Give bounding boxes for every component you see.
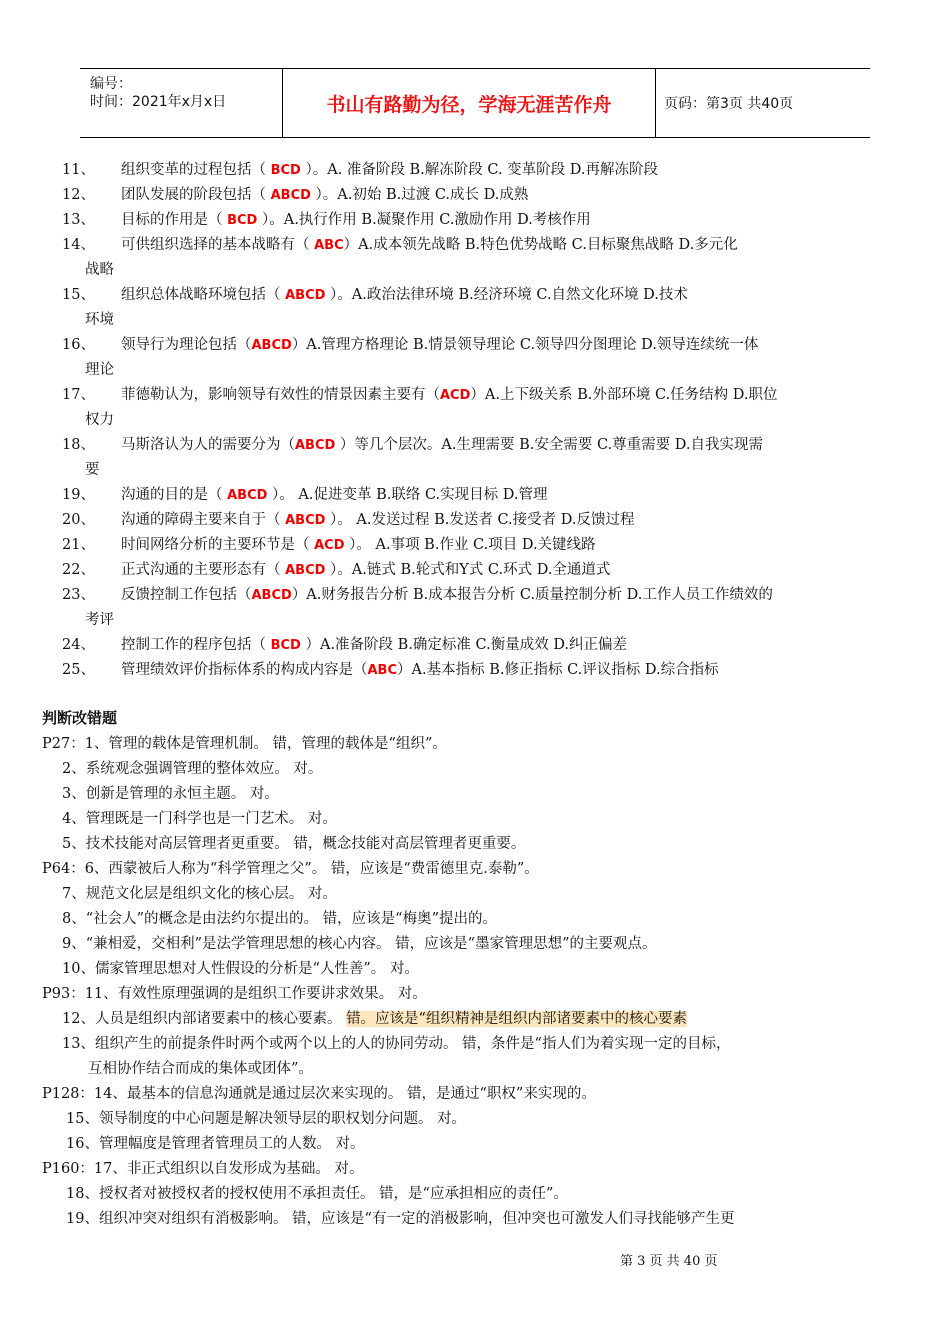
question-continuation: 理论 xyxy=(85,362,114,378)
question-options: ）。 A.促进变革 B.联络 C.实现目标 D.管理 xyxy=(267,487,548,503)
question-text xyxy=(121,183,528,208)
question-options: ）A.成本领先战略 B.特色优势战略 C.目标聚焦战略 D.多元化 xyxy=(343,237,738,253)
judgment-item: 16、管理幅度是管理者管理员工的人数。 对。 xyxy=(66,1136,365,1152)
judgment-item: P93：11、有效性原理强调的是组织工作要讲求效果。 对。 xyxy=(42,986,427,1002)
question-stem: 菲德勒认为，影响领导有效性的情景因素主要有（ xyxy=(121,387,440,403)
answer-key: ABCD xyxy=(227,488,268,503)
question-number: 25、 xyxy=(62,662,95,678)
judgment-item: 4、管理既是一门科学也是一门艺术。 对。 xyxy=(62,811,337,827)
answer-key: ABCD xyxy=(251,588,292,603)
header-time: 时间：2021年x月x日 xyxy=(90,94,227,110)
judgment-item: 5、技术技能对高层管理者更重要。 错，概念技能对高层管理者更重要。 xyxy=(62,836,526,852)
question-stem: 领导行为理论包括（ xyxy=(121,337,252,353)
question-stem: 管理绩效评价指标体系的构成内容是（ xyxy=(121,662,368,678)
header-page-number: 页码：第3页 共40页 xyxy=(664,96,794,112)
answer-key: ABCD xyxy=(270,188,311,203)
judgment-item: 2、系统观念强调管理的整体效应。 对。 xyxy=(62,761,323,777)
judgment-item: 10、儒家管理思想对人性假设的分析是“人性善”。 对。 xyxy=(62,961,419,977)
judgment-item: P64：6、西蒙被后人称为“科学管理之父”。 错，应该是“费雷德里克.泰勒”。 xyxy=(42,861,539,877)
question-text xyxy=(121,233,738,258)
question-text xyxy=(121,383,777,408)
page-footer: 第 3 页 共 40 页 xyxy=(620,1254,718,1269)
question-number: 18、 xyxy=(62,437,95,453)
judgment-item: 15、领导制度的中心问题是解决领导层的职权划分问题。 对。 xyxy=(66,1111,467,1127)
judgment-item: 19、组织冲突对组织有消极影响。 错，应该是“有一定的消极影响，但冲突也可激发人们寻找能够产生更 xyxy=(66,1211,735,1227)
answer-key: ABC xyxy=(367,663,398,678)
question-number: 22、 xyxy=(62,562,95,578)
answer-key: ABCD xyxy=(285,513,326,528)
question-options: ）。A.政治法律环境 B.经济环境 C.自然文化环境 D.技术 xyxy=(325,287,688,303)
question-continuation: 战略 xyxy=(85,262,114,278)
question-stem: 控制工作的程序包括（ xyxy=(121,637,271,653)
question-continuation: 考评 xyxy=(85,612,114,628)
question-number: 17、 xyxy=(62,387,95,403)
question-options: ）。A.初始 B.过渡 C.成长 D.成熟 xyxy=(310,187,529,203)
question-text xyxy=(121,333,758,358)
judgment-statement: 12、人员是组织内部诸要素中的核心要素。 xyxy=(62,1011,347,1027)
question-number: 24、 xyxy=(62,637,95,653)
question-stem: 马斯洛认为人的需要分为（ xyxy=(121,437,295,453)
question-text xyxy=(121,558,610,583)
answer-key: BCD xyxy=(270,638,301,653)
judgment-item: 9、“兼相爱，交相利”是法学管理思想的核心内容。 错，应该是“墨家管理思想”的主要观点。 xyxy=(62,936,657,952)
answer-key: BCD xyxy=(227,213,258,228)
question-number: 14、 xyxy=(62,237,95,253)
question-number: 11、 xyxy=(62,162,95,178)
question-stem: 沟通的目的是（ xyxy=(121,487,228,503)
answer-key: ABCD xyxy=(285,288,326,303)
judgment-item-continued: 互相协作结合而成的集体或团体”。 xyxy=(88,1061,313,1077)
judgment-item: 7、规范文化层是组织文化的核心层。 对。 xyxy=(62,886,337,902)
question-options: ）A.准备阶段 B.确定标准 C.衡量成效 D.纠正偏差 xyxy=(300,637,628,653)
question-text xyxy=(121,483,547,508)
question-options: ）A.管理方格理论 B.情景领导理论 C.领导四分图理论 D.领导连续统一体 xyxy=(291,337,759,353)
question-options: ）。A.链式 B.轮式和Y式 C.环式 D.全通道式 xyxy=(325,562,611,578)
answer-key: ACD xyxy=(314,538,345,553)
judgment-item xyxy=(62,1007,687,1032)
header-number: 编号： xyxy=(90,76,132,92)
highlighted-answer: 错。应该是“组织精神是组织内部诸要素中的核心要素 xyxy=(346,1011,687,1027)
judgment-item: 13、组织产生的前提条件时两个或两个以上的人的协同劳动。 错，条件是“指人们为着实现一定的目标， xyxy=(62,1036,731,1052)
question-number: 23、 xyxy=(62,587,95,603)
question-stem: 可供组织选择的基本战略有（ xyxy=(121,237,315,253)
question-text xyxy=(121,433,763,458)
question-options: ）等几个层次。A.生理需要 B.安全需要 C.尊重需要 D.自我实现需 xyxy=(335,437,763,453)
question-text xyxy=(121,633,627,658)
question-text xyxy=(121,583,773,608)
question-stem: 沟通的障碍主要来自于（ xyxy=(121,512,286,528)
question-stem: 反馈控制工作包括（ xyxy=(121,587,252,603)
question-stem: 团队发展的阶段包括（ xyxy=(121,187,271,203)
question-stem: 时间网络分析的主要环节是（ xyxy=(121,537,315,553)
answer-key: ABCD xyxy=(295,438,336,453)
question-text xyxy=(121,158,658,183)
answer-key: ABCD xyxy=(251,338,292,353)
question-number: 12、 xyxy=(62,187,95,203)
question-stem: 组织总体战略环境包括（ xyxy=(121,287,286,303)
question-options: ）。 A.事项 B.作业 C.项目 D.关键线路 xyxy=(344,537,596,553)
answer-key: ACD xyxy=(440,388,471,403)
section-title: 判断改错题 xyxy=(42,709,118,727)
question-continuation: 权力 xyxy=(85,412,114,428)
question-options: ）A.基本指标 B.修正指标 C.评议指标 D.综合指标 xyxy=(397,662,719,678)
page-header xyxy=(80,68,870,138)
judgment-item: 3、创新是管理的永恒主题。 对。 xyxy=(62,786,279,802)
question-text xyxy=(121,658,719,683)
judgment-item: 18、授权者对被授权者的授权使用不承担责任。 错，是“应承担相应的责任”。 xyxy=(66,1186,568,1202)
question-number: 15、 xyxy=(62,287,95,303)
question-stem: 目标的作用是（ xyxy=(121,212,228,228)
question-number: 20、 xyxy=(62,512,95,528)
question-text xyxy=(121,283,688,308)
question-text xyxy=(121,533,596,558)
header-meta xyxy=(80,69,283,137)
answer-key: ABCD xyxy=(285,563,326,578)
judgment-item: P27：1、管理的载体是管理机制。 错，管理的载体是“组织”。 xyxy=(42,736,447,752)
question-options: ）A.上下级关系 B.外部环境 C.任务结构 D.职位 xyxy=(470,387,778,403)
question-continuation: 环境 xyxy=(85,312,114,328)
question-number: 19、 xyxy=(62,487,95,503)
question-continuation: 要 xyxy=(85,462,100,478)
question-text xyxy=(121,508,634,533)
question-options: ）。 A.发送过程 B.发送者 C.接受者 D.反馈过程 xyxy=(325,512,635,528)
question-options: ）。A.执行作用 B.凝聚作用 C.激励作用 D.考核作用 xyxy=(257,212,591,228)
question-number: 16、 xyxy=(62,337,95,353)
judgment-item: P128：14、最基本的信息沟通就是通过层次来实现的。 错，是通过“职权”来实现的。 xyxy=(42,1086,596,1102)
question-text xyxy=(121,208,591,233)
question-stem: 正式沟通的主要形态有（ xyxy=(121,562,286,578)
question-number: 21、 xyxy=(62,537,95,553)
question-options: ）A.财务报告分析 B.成本报告分析 C.质量控制分析 D.工作人员工作绩效的 xyxy=(291,587,773,603)
question-stem: 组织变革的过程包括（ xyxy=(121,162,271,178)
question-options: ）。A. 准备阶段 B.解冻阶段 C. 变革阶段 D.再解冻阶段 xyxy=(300,162,659,178)
answer-key: ABC xyxy=(314,238,344,253)
judgment-item: P160：17、非正式组织以自发形成为基础。 对。 xyxy=(42,1161,364,1177)
header-motto: 书山有路勤为径，学海无涯苦作舟 xyxy=(283,69,656,137)
question-number: 13、 xyxy=(62,212,95,228)
answer-key: BCD xyxy=(270,163,301,178)
judgment-item: 8、“社会人”的概念是由法约尔提出的。 错，应该是“梅奥”提出的。 xyxy=(62,911,497,927)
